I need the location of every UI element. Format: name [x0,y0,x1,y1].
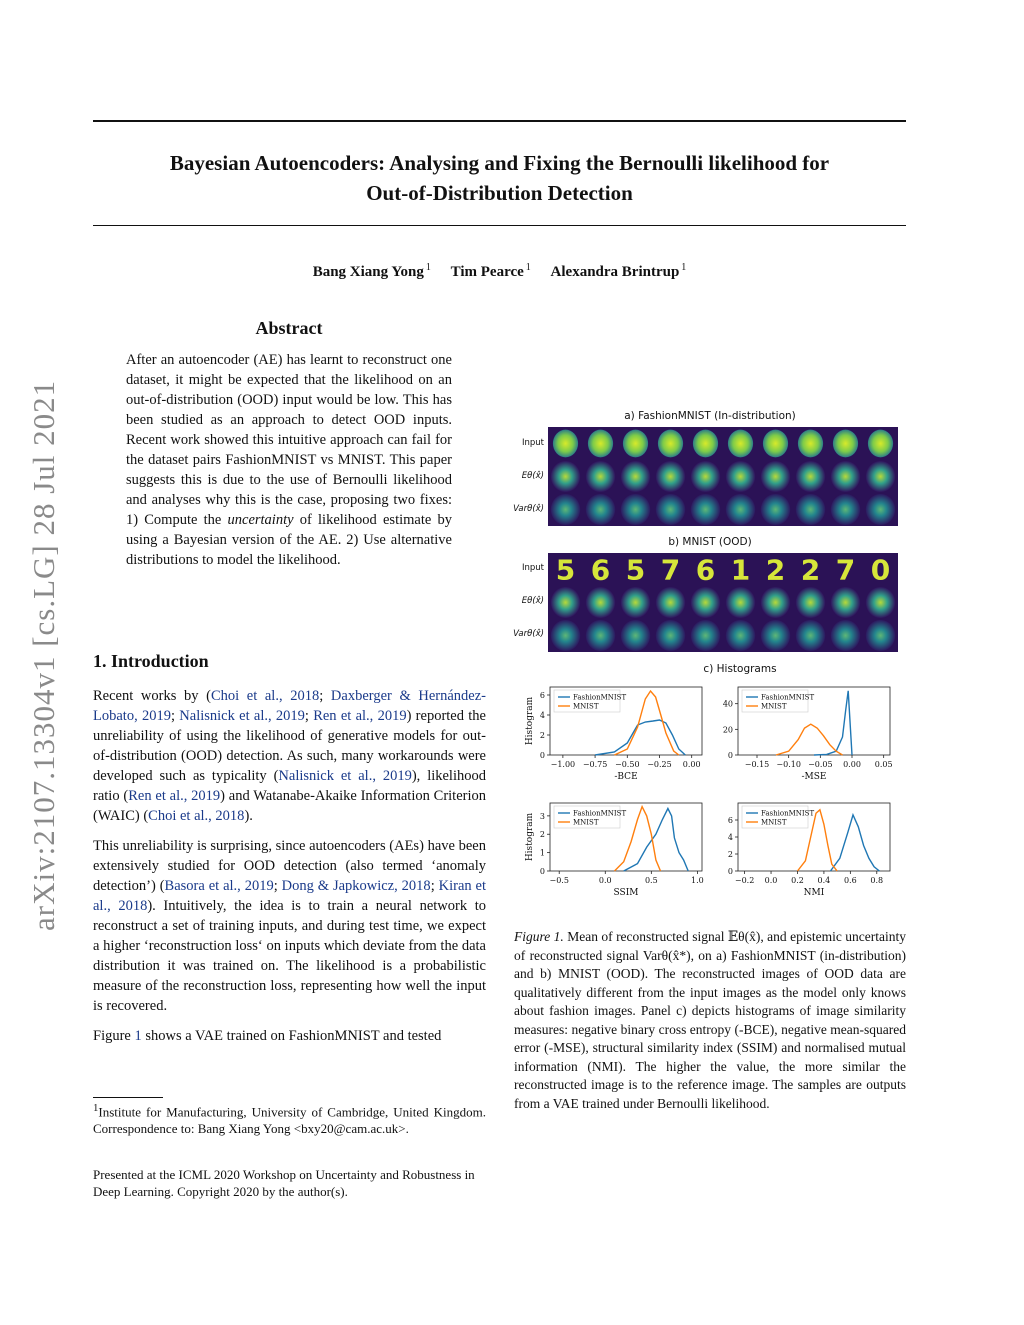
digit-glyph: 6 [695,553,716,587]
variance-image [656,620,685,651]
x-tick-label: −0.05 [808,760,833,769]
mean-reconstruction-image [586,461,615,492]
fashion-item-image [553,430,578,458]
fashion-item-image [658,430,683,458]
variance-image [586,620,615,651]
y-tick-label: 40 [722,699,733,709]
y-tick-label: 2 [539,830,545,840]
series-line-fashionmnist [814,691,852,755]
x-tick-label: 1.0 [691,876,704,885]
digit-glyph: 5 [625,553,646,587]
digit-glyph: 7 [660,553,681,587]
variance-image [621,494,650,525]
legend-label: MNIST [761,702,787,711]
arxiv-identifier: arXiv:2107.13304v1 [cs.LG] 28 Jul 2021 [26,379,61,931]
mean-reconstruction-image [726,461,755,492]
mean-reconstruction-image [621,587,650,618]
y-tick-label: 6 [727,816,733,825]
series-line-fashionmnist [595,720,685,755]
digit-glyph: 2 [800,553,821,587]
x-axis-label: -BCE [614,772,638,782]
author: Tim Pearce $^1$ [450,262,531,280]
variance-image [866,494,895,525]
row-label-input: Input [521,563,544,573]
y-axis-label: Histogram [525,696,535,746]
panel-b-title: b) MNIST (OOD) [668,536,752,548]
row-label-mean: Eθ(x̂) [521,596,544,606]
presented-note: Presented at the ICML 2020 Workshop on Uncertainty and Robustness in Deep Learning. Copyright 2020 by the author(s). [93,1167,475,1199]
x-tick-label: −1.00 [550,760,576,769]
x-tick-label: 0.0 [764,876,778,885]
variance-image [691,494,720,525]
variance-image [761,494,790,525]
author: Alexandra Brintrup $^1$ [550,262,687,280]
variance-image [831,494,860,525]
x-tick-label: 0.8 [870,876,884,885]
mean-reconstruction-image [551,461,580,492]
row-label-mean: Eθ(x̂) [521,471,544,481]
x-tick-label: 0.4 [817,876,831,885]
mean-reconstruction-image [831,461,860,492]
mean-reconstruction-image [761,587,790,618]
mean-reconstruction-image [796,587,825,618]
row-label-input: Input [521,438,544,448]
series-line-mnist [776,724,843,755]
abstract-heading: Abstract [255,318,323,338]
figure-ref-link[interactable]: 1 [134,1028,142,1044]
variance-image [761,620,790,651]
fashion-item-image [868,430,893,458]
legend-label: FashionMNIST [573,693,627,702]
y-tick-label: 20 [722,725,733,735]
y-tick-label: 2 [727,850,733,859]
citation-link[interactable]: Nalisnick et al., 2019 [179,708,305,724]
digit-glyph: 7 [835,553,856,587]
y-tick-label: 1 [539,848,545,858]
legend-label: FashionMNIST [761,693,815,702]
histogram-chart [525,803,704,898]
mean-reconstruction-image [866,461,895,492]
x-tick-label: 0.00 [843,760,861,769]
citation-link[interactable]: Kiran et al., 2018 [93,878,487,914]
variance-image [831,620,860,651]
y-tick-label: 6 [539,691,545,700]
y-tick-label: 4 [727,833,733,842]
citation-link[interactable]: Choi et al., 2018 [210,688,320,704]
y-tick-label: 3 [539,811,545,821]
footnote: $^1$Institute for Manufacturing, University of Cambridge, United Kingdom. Correspondence to: Bang Xiang Yong <bxy20@cam.ac.uk>. [93,1102,486,1137]
citation-link[interactable]: Ren et al., 2019 [313,708,407,724]
fashion-item-image [798,430,823,458]
digit-glyph: 1 [730,553,751,587]
mean-reconstruction-image [656,587,685,618]
citation-link[interactable]: Dong & Japkowicz, 2018 [281,878,431,894]
intro-column [93,686,486,1056]
top-rule [93,120,906,122]
legend-label: FashionMNIST [573,809,627,818]
mean-reconstruction-image [656,461,685,492]
x-axis-label: -MSE [801,772,827,782]
y-tick-label: 2 [539,731,545,740]
fashion-image-grid [548,427,898,526]
fashion-item-image [693,430,718,458]
fashion-item-image [623,430,648,458]
x-tick-label: −0.25 [647,760,672,769]
variance-image [586,494,615,525]
series-line-fashionmnist [831,815,880,871]
variance-image [691,620,720,651]
variance-image [866,620,895,651]
author: Bang Xiang Yong $^1$ [312,262,431,280]
legend-label: MNIST [573,818,599,827]
legend [554,690,626,712]
panel-a-title: a) FashionMNIST (In-distribution) [624,410,796,422]
mean-reconstruction-image [621,461,650,492]
variance-image [656,494,685,525]
fashion-item-image [728,430,753,458]
citation-link[interactable]: Daxberger & Hernández-Lobato, 2019 [93,688,487,724]
x-tick-label: 0.6 [843,876,857,885]
digit-glyph: 6 [590,553,611,587]
x-tick-label: −0.5 [549,876,569,885]
x-tick-label: 0.5 [644,876,658,885]
paper-title [93,148,906,208]
row-label-var: Varθ(x̂) [513,629,544,639]
y-tick-label: 0 [539,751,545,760]
x-tick-label: −0.10 [776,760,801,769]
title-line-2: Out-of-Distribution Detection [366,181,633,205]
fashion-item-image [588,430,613,458]
mean-reconstruction-image [796,461,825,492]
mean-reconstruction-image [726,587,755,618]
y-axis-label: Histogram [525,812,535,862]
panel-c-title: c) Histograms [703,663,777,675]
y-tick-label: 4 [539,711,545,720]
mean-reconstruction-image [691,461,720,492]
fashion-item-image [763,430,788,458]
variance-image [551,494,580,525]
mean-reconstruction-image [831,587,860,618]
x-tick-label: 0.0 [598,876,612,885]
mean-reconstruction-image [551,587,580,618]
legend-label: MNIST [573,702,599,711]
variance-image [796,620,825,651]
variance-image [621,620,650,651]
histogram-chart [723,687,893,782]
title-bottom-rule [93,225,906,226]
x-tick-label: −0.75 [582,760,608,769]
variance-image [726,494,755,525]
legend [742,690,814,712]
variance-image [726,620,755,651]
author-list [93,262,906,281]
paragraph: Figure 1 shows a VAE trained on FashionMNIST and tested [93,1028,442,1044]
footnote-rule [93,1097,163,1098]
title-line-1: Bayesian Autoencoders: Analysing and Fixing the Bernoulli likelihood for [169,151,830,175]
digit-glyph: 5 [555,553,576,587]
x-axis-label: SSIM [613,888,639,898]
citation-link[interactable]: Nalisnick et al., 2019 [278,768,412,784]
row-label-var: Varθ(x̂) [513,504,544,514]
histogram-chart [525,687,702,782]
mean-reconstruction-image [866,587,895,618]
digit-glyph: 2 [765,553,786,587]
mean-reconstruction-image [691,587,720,618]
x-tick-label: −0.50 [615,760,640,769]
x-tick-label: −0.15 [744,760,770,769]
x-tick-label: 0.2 [791,876,804,885]
paragraph: This unreliability is surprising, since autoencoders (AEs) have been extensively studied for OOD detection (also termed ‘anomaly detection’) (Basora et al., 2019; Dong & Japkowicz, 2018; Kiran et al., 2018). Intuitively, the idea is to train a neural network to reconstruct a set of training inputs, and during test time, we expect a higher ‘reconstruction loss‘ on inputs which deviate from the data distribution it was trained on. The likelihood is a probabilistic measure of the reconstruction loss, representing how well the input is recovered. [93,838,487,1014]
citation-link[interactable]: Ren et al., 2019 [128,788,221,804]
variance-image [551,620,580,651]
citation-link[interactable]: Choi et al., 2018 [148,808,245,824]
figure-1 [510,405,910,910]
x-tick-label: −0.2 [734,876,755,885]
paragraph: Recent works by (Choi et al., 2018; Daxberger & Hernández-Lobato, 2019; Nalisnick et al., 2019; Ren et al., 2019) reported the unreliability of using the likelihood of generative models for out-of-distribution (OOD) detection. As such, many workarounds were developed such as typicality (Nalisnick et al., 2019), likelihood ratio (Ren et al., 2019) and Watanabe-Akaike Information Criterion (WAIC) (Choi et al., 2018). [93,688,487,824]
y-tick-label: 0 [539,867,545,876]
mean-reconstruction-image [761,461,790,492]
citation-link[interactable]: Basora et al., 2019 [164,878,274,894]
figure-caption: Figure 1. Mean of reconstructed signal 𝔼θ(x̂), and epistemic uncertainty of reconstructed signal Varθ(x̂*), on a) FashionMNIST (in-distribution) and b) MNIST (OOD). The reconstructed images of OOD data are qualitatively different from the input images as the model only knows about fashion images. Panel c) depicts histograms of image similarity measures: negative binary cross entropy (-BCE), negative mean-squared error (-MSE), structural similarity index (SSIM) and normalised mutual information (NMI). The higher the value, the more similar the reconstructed image is to the reference image. The samples are outputs from a VAE trained under Bernoulli likelihood. [514,929,906,1111]
legend-label: FashionMNIST [761,809,815,818]
section-heading-introduction: 1. Introduction [93,651,209,671]
legend-label: MNIST [761,818,787,827]
variance-image [796,494,825,525]
abstract-text: After an autoencoder (AE) has learnt to reconstruct one dataset, it might be expected that the likelihood on an out-of-distribution (OOD) input would be low. This has been studied as an approach to detect OOD inputs. Recent work showed this intuitive approach can fail for the dataset pairs FashionMNIST vs MNIST. This paper suggests this is due to the use of Bernoulli likelihood and analyses why this is the case, proposing two fixes: 1) Compute the uncertainty of likelihood estimate by using a Bayesian version of the AE. 2) Use alternative distributions to model the likelihood. [126,352,452,568]
mnist-image-grid [548,553,898,652]
legend [554,806,626,828]
x-axis-label: NMI [803,888,825,898]
fashion-item-image [833,430,858,458]
x-tick-label: 0.05 [874,760,893,769]
histogram-chart [728,803,890,898]
y-tick-label: 0 [727,867,733,876]
y-tick-label: 0 [727,751,733,760]
histogram-charts [525,687,893,898]
mean-reconstruction-image [586,587,615,618]
x-tick-label: 0.00 [682,760,701,769]
digit-glyph: 0 [870,553,891,587]
legend [742,806,814,828]
